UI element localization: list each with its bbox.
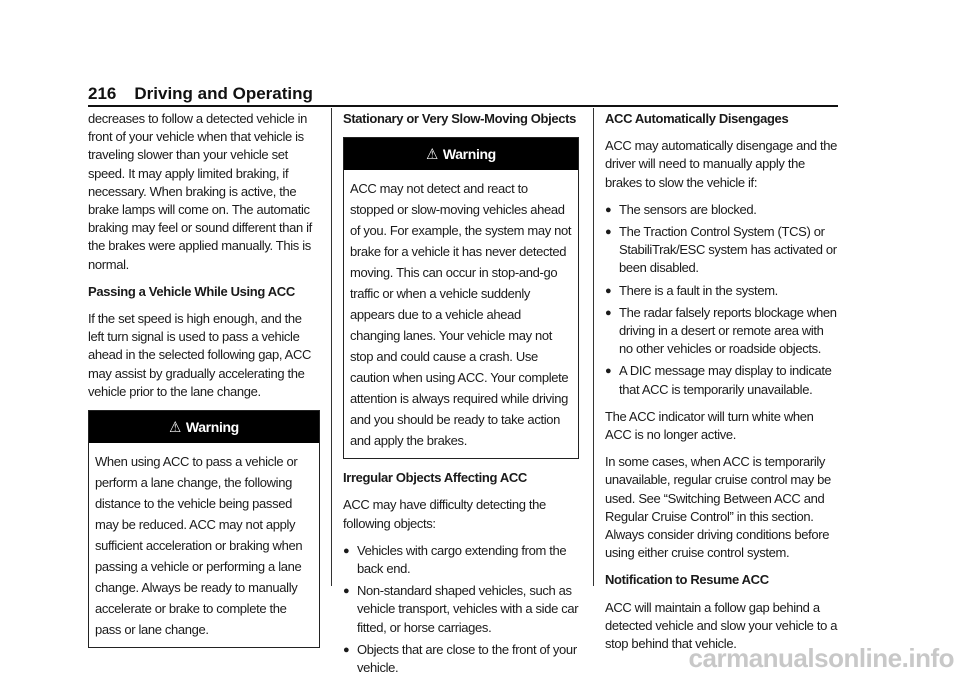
bullet-icon: ● [605, 226, 612, 239]
warning-header [89, 411, 319, 443]
column-2 [343, 110, 579, 686]
bullet-icon: ● [605, 306, 612, 319]
column-3 [605, 110, 840, 662]
irregular-bullet-list [343, 542, 579, 677]
irregular-heading: Irregular Objects Affecting ACC [343, 470, 527, 486]
bullet-icon: ● [343, 544, 350, 557]
notification-heading: Notification to Resume ACC [605, 572, 769, 588]
section-title: Driving and Operating [134, 84, 313, 103]
list-item: ● The radar falsely reports blockage when driving in a desert or remote area with no other vehicles or roadside objects. [605, 304, 837, 357]
page-header [88, 84, 313, 104]
disengage-intro: ACC may automatically disengage and the driver will need to manually apply the brakes to slow the vehicle if: [605, 138, 838, 190]
stationary-warning-box [343, 137, 579, 459]
notification-paragraph: ACC will maintain a follow gap behind a detected vehicle and slow your vehicle to a stop behind that vehicle. [605, 599, 838, 652]
passing-warning-box [88, 410, 320, 648]
warning-text: ACC may not detect and react to stopped or slow-moving vehicles ahead of you. For example, the system may not brake for a vehicle it has never detected moving. This can occur in stop-and-go traffic or when a vehicle suddenly appears due to a vehicle ahead changing lanes. Your vehicle may not stop and could cause a crash. Use caution when using ACC. Your complete attention is always required while driving and you should be ready to take action and apply the brakes. [350, 181, 572, 449]
list-item: ● The Traction Control System (TCS) or StabiliTrak/ESC system has activated or been disabled. [605, 224, 837, 276]
passing-paragraph: If the set speed is high enough, and the left turn signal is used to pass a vehicle ahead in the selected following gap, ACC may assist by gradually accelerating the vehicle prior to the lane change. [88, 311, 312, 399]
bullet-icon: ● [605, 365, 612, 378]
indicator-paragraph: The ACC indicator will turn white when ACC is no longer active. [605, 408, 814, 443]
list-item: ● Vehicles with cargo extending from the back end. [343, 542, 567, 577]
passing-heading: Passing a Vehicle While Using ACC [88, 283, 295, 299]
disengage-bullet-list [605, 201, 840, 399]
list-item: ● Objects that are close to the front of your vehicle. [343, 641, 577, 676]
bullet-icon: ● [605, 203, 612, 216]
unavailable-paragraph: In some cases, when ACC is temporarily unavailable, regular cruise control may be used. See “Switching Between ACC and Regular Cruise Control” in this section. Always consider driving conditions before using either cruise control system. [605, 454, 831, 561]
warning-title: Warning [185, 419, 239, 436]
list-item: ● A DIC message may display to indicate that ACC is temporarily unavailable. [605, 363, 832, 397]
disengage-heading: ACC Automatically Disengages [605, 111, 789, 126]
bullet-icon: ● [343, 643, 350, 656]
column-divider-2 [593, 108, 594, 586]
stationary-heading: Stationary or Very Slow-Moving Objects [343, 111, 577, 126]
irregular-intro: ACC may have difficulty detecting the following objects: [343, 497, 546, 531]
list-item: ● There is a fault in the system. [605, 282, 840, 300]
watermark: carmanualsonline.info [688, 643, 954, 673]
column-1 [88, 110, 320, 658]
warning-header [344, 138, 578, 170]
column-divider-1 [331, 108, 332, 586]
bullet-icon: ● [605, 284, 612, 297]
bullet-icon: ● [343, 585, 350, 598]
header-rule [88, 105, 838, 107]
warning-title: Warning [442, 146, 496, 163]
intro-paragraph: decreases to follow a detected vehicle in front of your vehicle when that vehicle is traveling slower than your vehicle set speed. It may apply limited braking, if necessary. When braking is active, the brake lamps will come on. The automatic braking may feel or sound different than if the brakes were applied manually. This is normal. [88, 111, 312, 272]
list-item: ● The sensors are blocked. [605, 201, 840, 219]
page-number: 216 [88, 84, 117, 103]
warning-text: When using ACC to pass a vehicle or perform a lane change, the following distance to the vehicle being passed may be reduced. ACC may not apply sufficient acceleration or braking when passing a vehicle or performing a lane change. Always be ready to manually accelerate or brake to complete the pass or lane change. [95, 454, 303, 638]
warning-triangle-icon: ⚠ [169, 419, 181, 437]
warning-triangle-icon: ⚠ [426, 146, 438, 164]
list-item: ● Non-standard shaped vehicles, such as vehicle transport, vehicles with a side car fitted, or horse carriages. [343, 583, 579, 635]
